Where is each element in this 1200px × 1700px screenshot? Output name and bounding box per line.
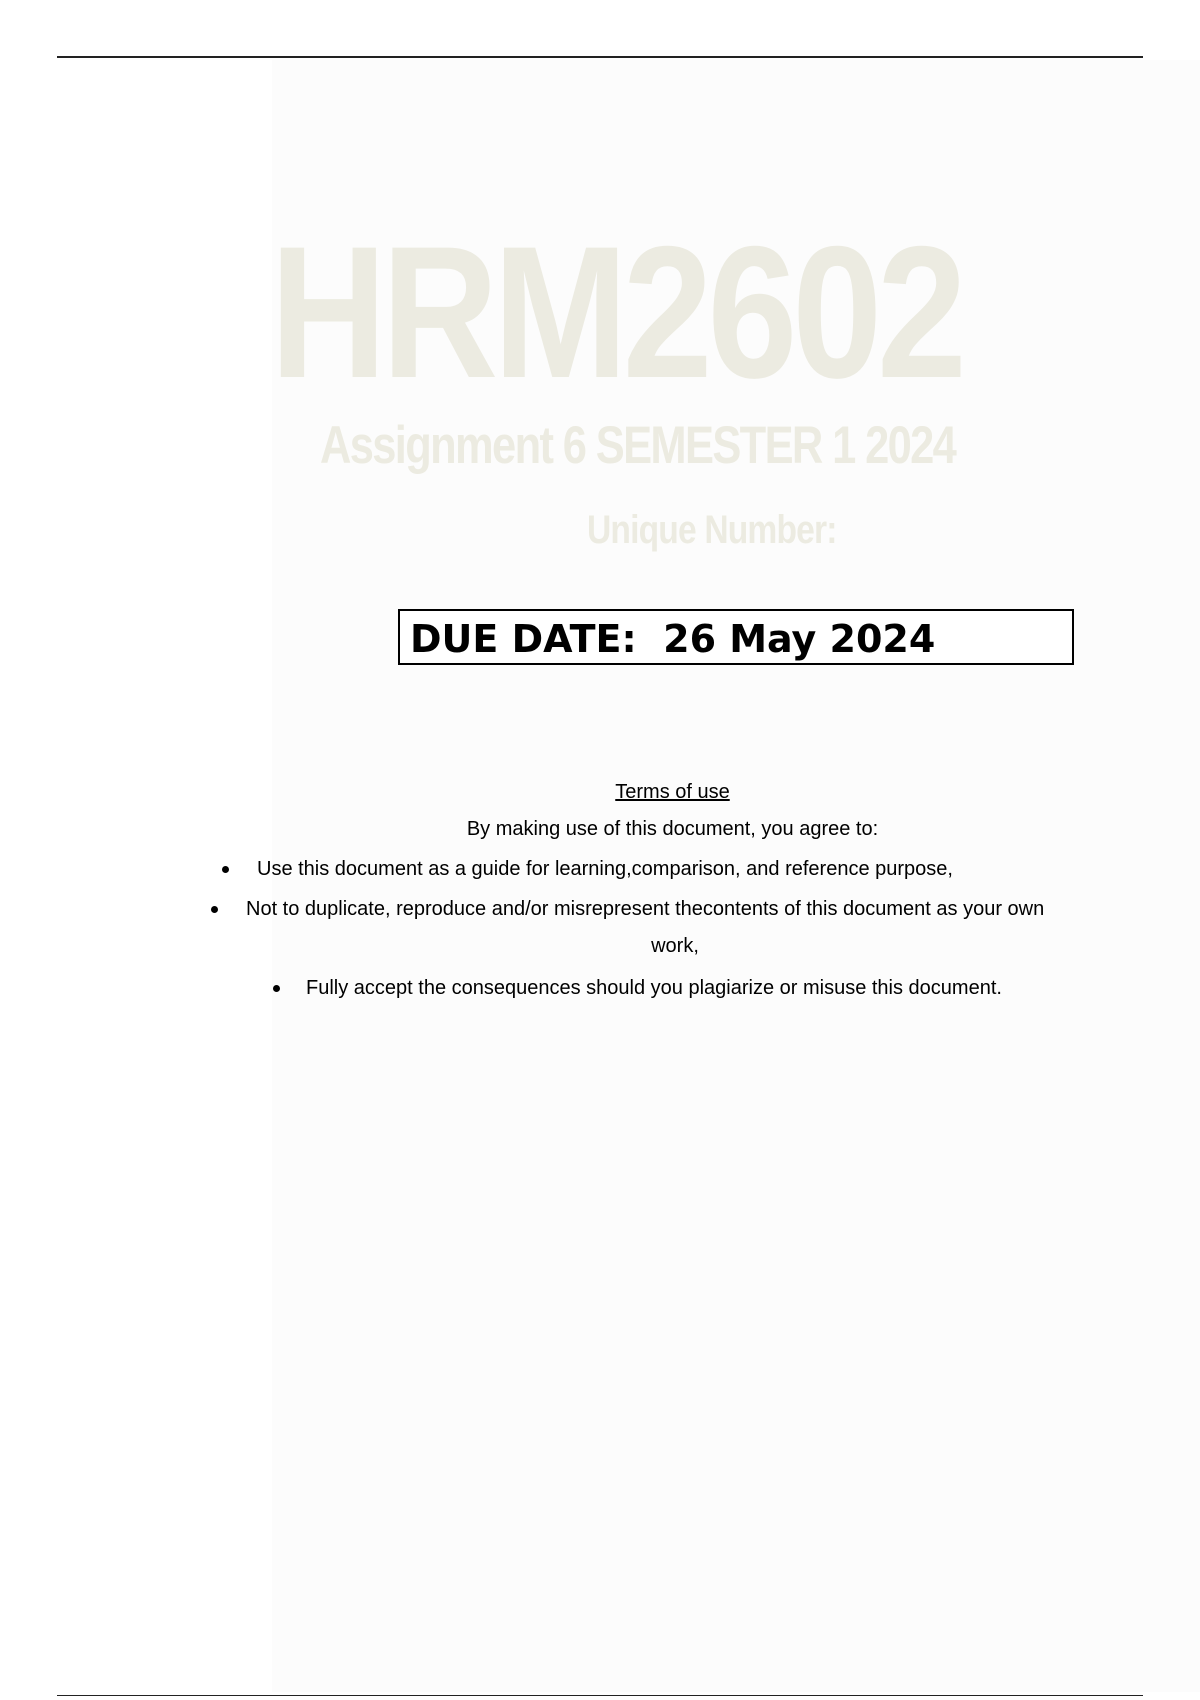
terms-bullet-2-continuation: work,: [651, 935, 699, 957]
course-code-title: HRM2602: [270, 207, 962, 417]
terms-intro: By making use of this document, you agree to:: [466, 818, 879, 840]
bottom-rule: [57, 1695, 1143, 1696]
bullet-dot-icon: [273, 985, 280, 992]
due-date-box: [398, 609, 1074, 665]
due-date-text: DUE DATE: 26 May 2024: [410, 617, 936, 661]
unique-number-label: Unique Number:: [587, 508, 837, 552]
assignment-subtitle: Assignment 6 SEMESTER 1 2024: [320, 416, 956, 475]
bullet-dot-icon: [222, 866, 229, 873]
top-rule: [57, 56, 1143, 58]
terms-heading: Terms of use: [615, 781, 730, 803]
terms-bullet-1: Use this document as a guide for learning,comparison, and reference purpose,: [257, 858, 953, 880]
terms-bullet-2: Not to duplicate, reproduce and/or misrepresent thecontents of this document as your own: [246, 898, 1045, 920]
bullet-dot-icon: [211, 906, 218, 913]
terms-bullet-3: Fully accept the consequences should you plagiarize or misuse this document.: [306, 977, 1002, 999]
